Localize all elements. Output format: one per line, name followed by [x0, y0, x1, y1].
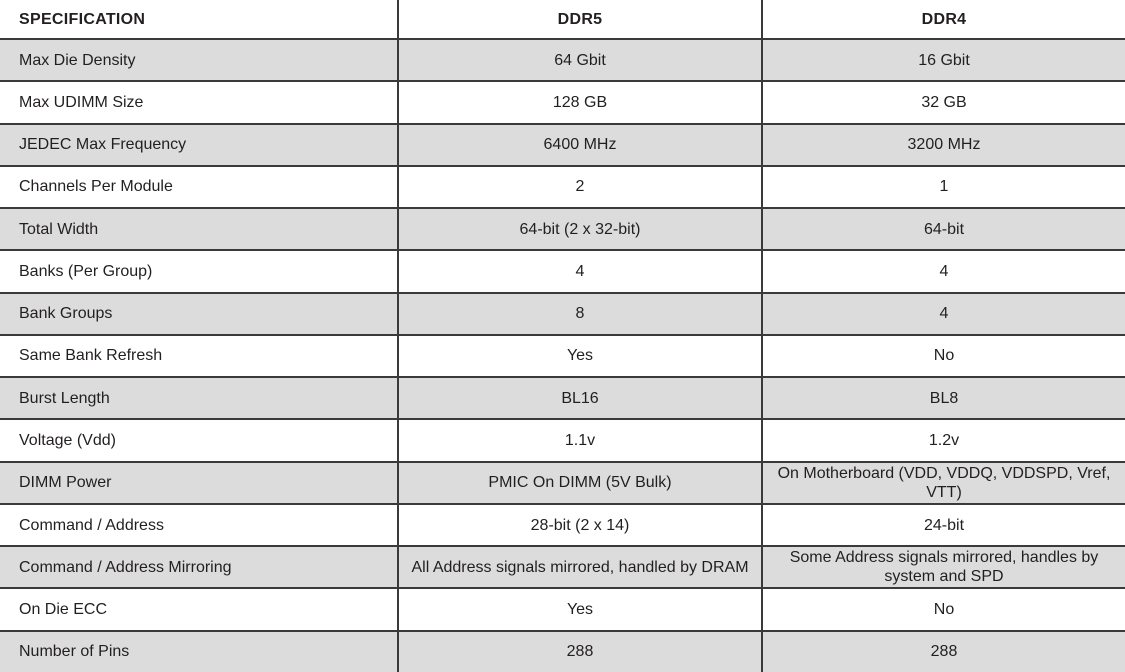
- spec-name-cell: Command / Address Mirroring: [0, 546, 398, 588]
- spec-name-cell: DIMM Power: [0, 462, 398, 504]
- spec-name-cell: Same Bank Refresh: [0, 335, 398, 377]
- ddr5-value-cell: 6400 MHz: [398, 124, 762, 166]
- header-ddr5: DDR5: [398, 0, 762, 39]
- ddr4-value-cell: On Motherboard (VDD, VDDQ, VDDSPD, Vref, VTT): [762, 462, 1125, 504]
- ddr5-value-cell: 288: [398, 631, 762, 672]
- ddr4-value-cell: 1: [762, 166, 1125, 208]
- table-row: [0, 166, 1125, 208]
- ddr4-value-cell: Some Address signals mirrored, handles by system and SPD: [762, 546, 1125, 588]
- ddr4-value-cell: 4: [762, 250, 1125, 292]
- ddr4-value-cell: No: [762, 335, 1125, 377]
- ddr5-value-cell: 8: [398, 293, 762, 335]
- ddr5-value-cell: 64 Gbit: [398, 39, 762, 81]
- ddr5-value-cell: 4: [398, 250, 762, 292]
- spec-name-cell: Channels Per Module: [0, 166, 398, 208]
- table-row: [0, 208, 1125, 250]
- ddr4-value-cell: 1.2v: [762, 419, 1125, 461]
- table-row: [0, 39, 1125, 81]
- spec-name-cell: On Die ECC: [0, 588, 398, 630]
- table-row: [0, 631, 1125, 672]
- ddr5-value-cell: Yes: [398, 588, 762, 630]
- spec-name-cell: Number of Pins: [0, 631, 398, 672]
- spec-name-cell: JEDEC Max Frequency: [0, 124, 398, 166]
- ddr5-value-cell: Yes: [398, 335, 762, 377]
- ddr4-value-cell: No: [762, 588, 1125, 630]
- table-row: [0, 250, 1125, 292]
- table-row: [0, 377, 1125, 419]
- spec-name-cell: Total Width: [0, 208, 398, 250]
- ddr4-value-cell: 4: [762, 293, 1125, 335]
- table-row: [0, 419, 1125, 461]
- table-row: [0, 81, 1125, 123]
- table-row: [0, 588, 1125, 630]
- table-row: [0, 124, 1125, 166]
- table-row: [0, 504, 1125, 546]
- spec-name-cell: Voltage (Vdd): [0, 419, 398, 461]
- ddr4-value-cell: 32 GB: [762, 81, 1125, 123]
- table-row: [0, 335, 1125, 377]
- spec-name-cell: Command / Address: [0, 504, 398, 546]
- ddr4-value-cell: 64-bit: [762, 208, 1125, 250]
- spec-name-cell: Max Die Density: [0, 39, 398, 81]
- ddr5-value-cell: BL16: [398, 377, 762, 419]
- spec-name-cell: Burst Length: [0, 377, 398, 419]
- ddr5-value-cell: 1.1v: [398, 419, 762, 461]
- ddr5-value-cell: 28-bit (2 x 14): [398, 504, 762, 546]
- ddr4-value-cell: BL8: [762, 377, 1125, 419]
- table-row: [0, 462, 1125, 504]
- ddr5-value-cell: PMIC On DIMM (5V Bulk): [398, 462, 762, 504]
- header-specification: SPECIFICATION: [0, 0, 398, 39]
- spec-name-cell: Bank Groups: [0, 293, 398, 335]
- table-row: [0, 546, 1125, 588]
- ddr4-value-cell: 3200 MHz: [762, 124, 1125, 166]
- ddr4-value-cell: 288: [762, 631, 1125, 672]
- header-ddr4: DDR4: [762, 0, 1125, 39]
- ddr4-value-cell: 16 Gbit: [762, 39, 1125, 81]
- ddr4-value-cell: 24-bit: [762, 504, 1125, 546]
- ddr5-value-cell: All Address signals mirrored, handled by DRAM: [398, 546, 762, 588]
- ddr5-value-cell: 128 GB: [398, 81, 762, 123]
- spec-name-cell: Banks (Per Group): [0, 250, 398, 292]
- spec-name-cell: Max UDIMM Size: [0, 81, 398, 123]
- table-header-row: [0, 0, 1125, 39]
- ddr5-value-cell: 64-bit (2 x 32-bit): [398, 208, 762, 250]
- table-row: [0, 293, 1125, 335]
- ddr5-value-cell: 2: [398, 166, 762, 208]
